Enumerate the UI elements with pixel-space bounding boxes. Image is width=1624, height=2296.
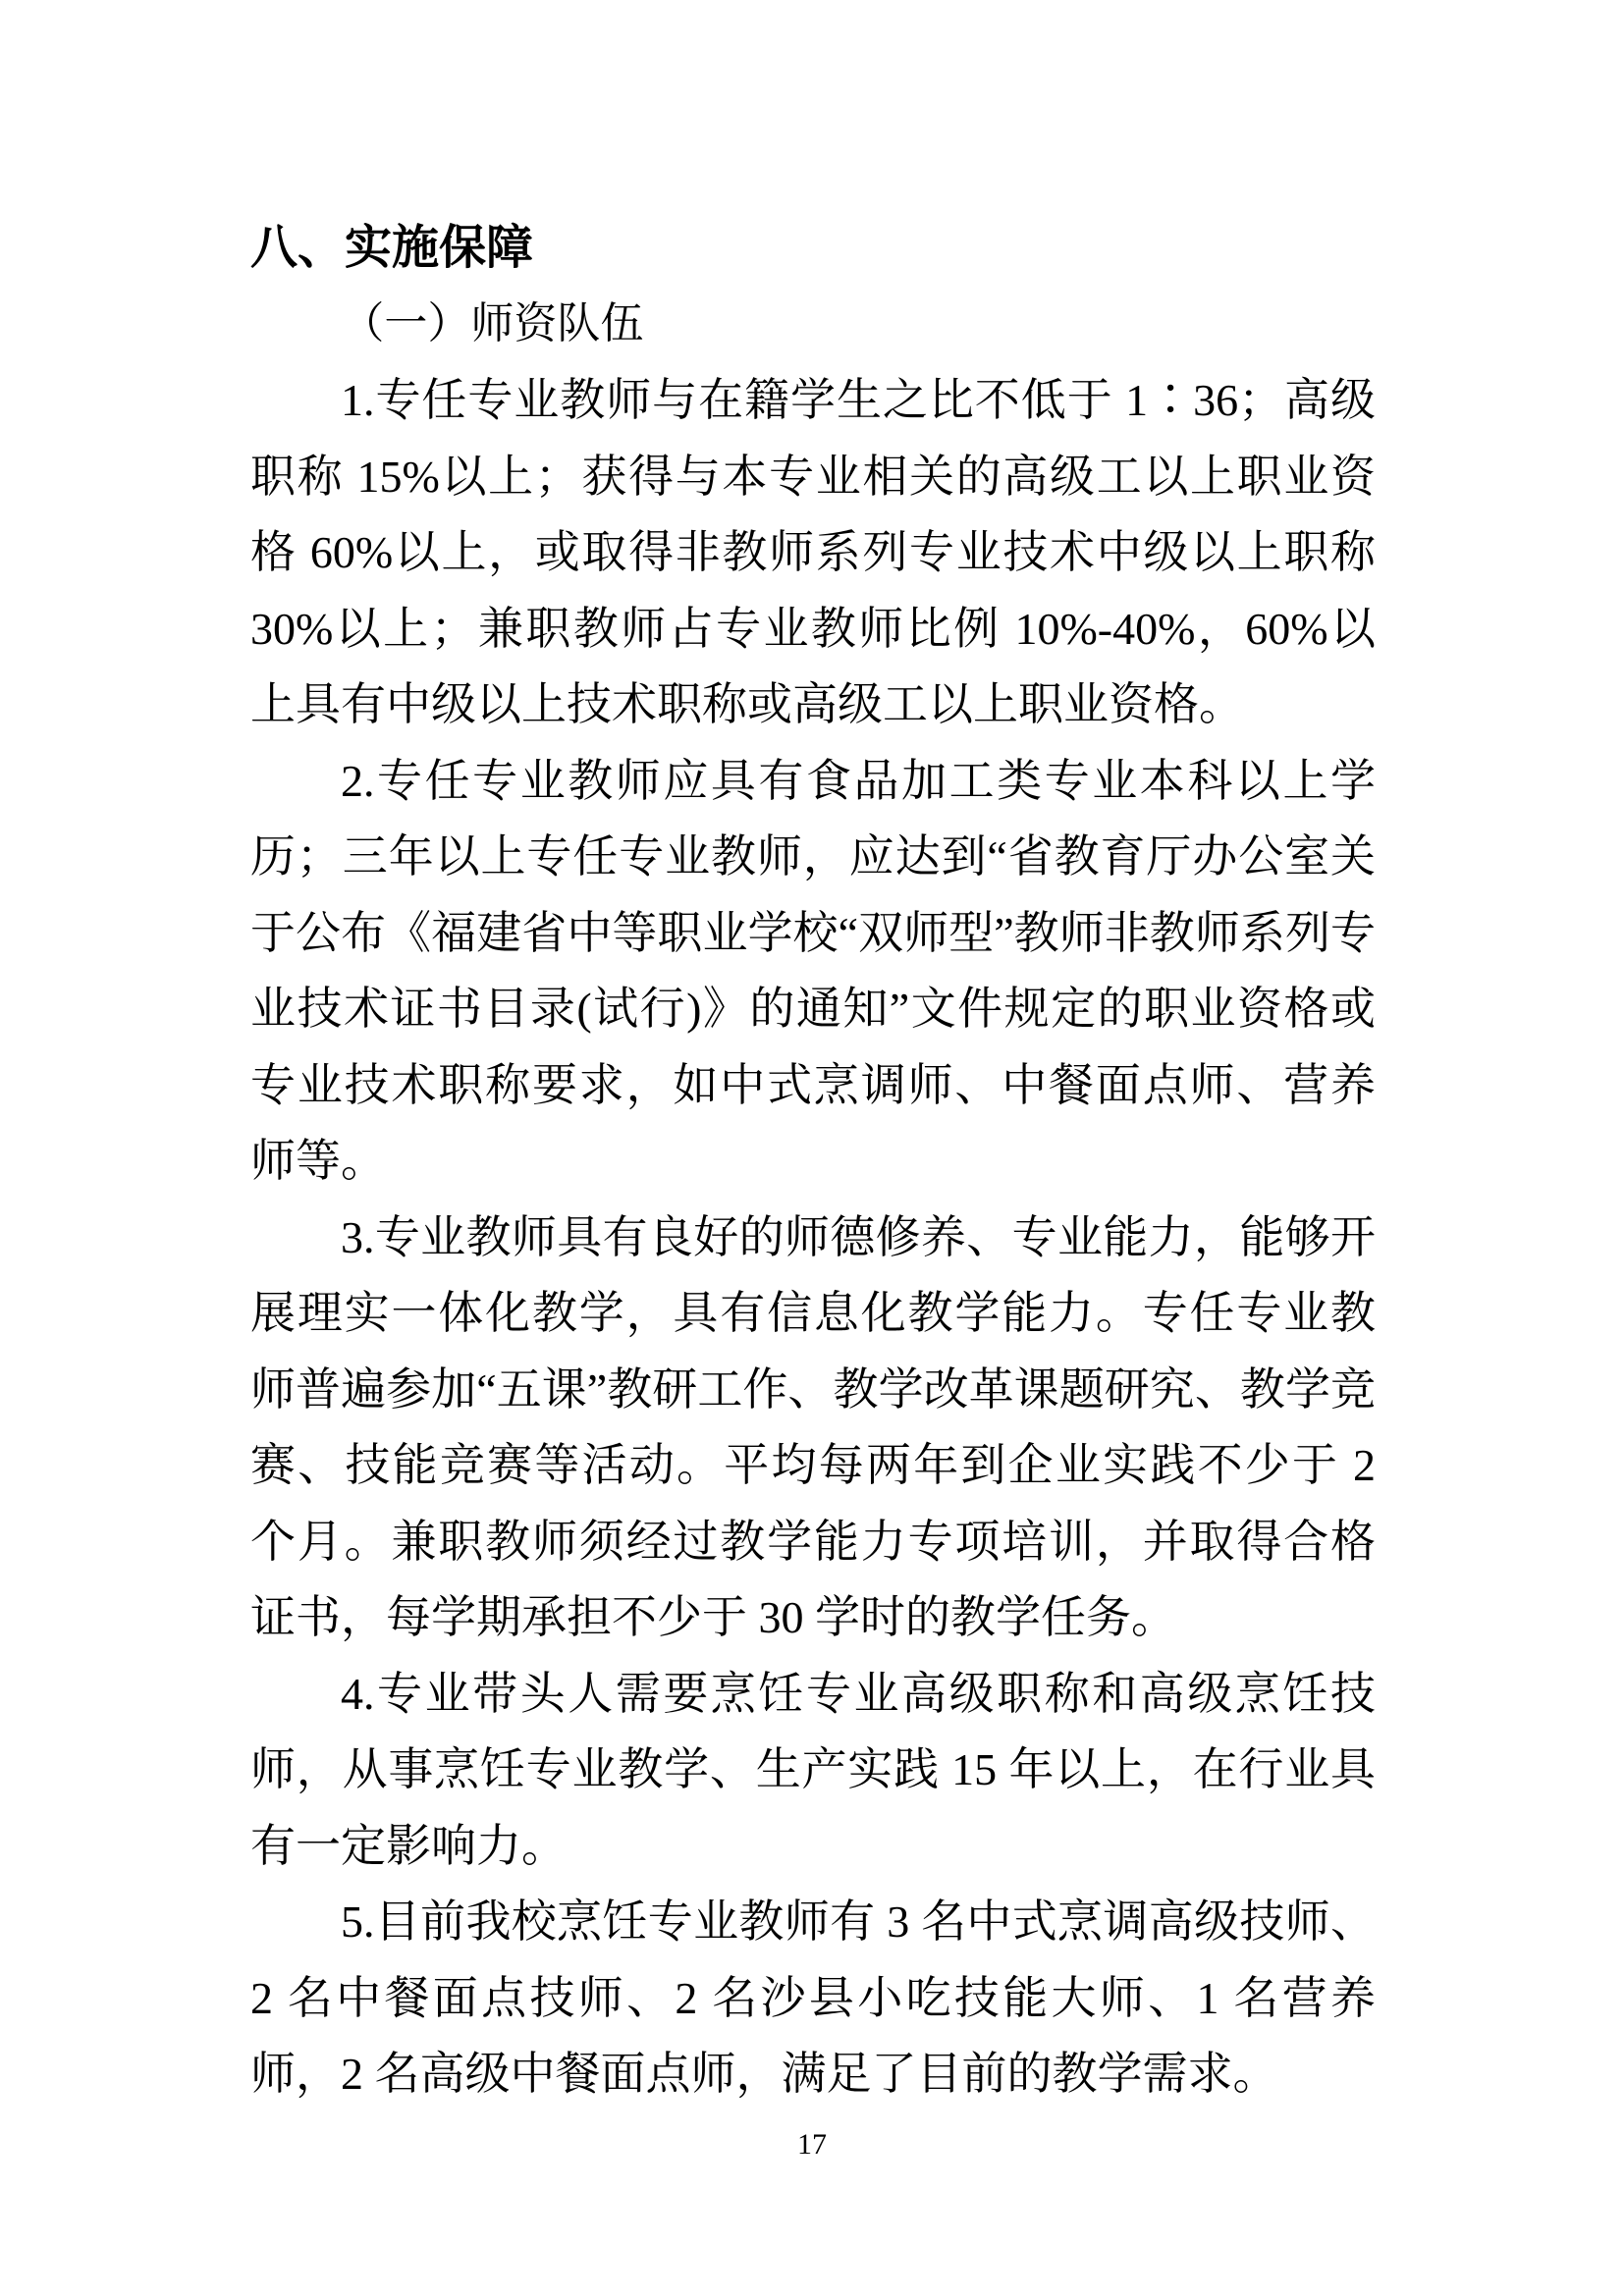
subsection-heading: （一）师资队伍 [341, 299, 644, 347]
paragraph-teacher-qualifications: 2.专任专业教师应具有食品加工类专业本科以上学历；三年以上专任专业教师，应达到“省教育厅办公室关于公布《福建省中等职业学校“双师型”教师非教师系列专业技术证书目录(试行)》的通知”文件规定的职业资格或专业技术职称要求，如中式烹调师、中餐面点师、营养师等。 [250, 755, 1376, 1186]
document-body [250, 209, 1376, 2112]
section-heading: 八、实施保障 [250, 220, 534, 275]
paragraph-program-leader: 4.专业带头人需要烹饪专业高级职称和高级烹饪技师，从事烹饪专业教学、生产实践 15 年以上，在行业具有一定影响力。 [250, 1668, 1376, 1871]
page-footer [0, 2128, 1624, 2162]
paragraph-teacher-student-ratio: 1.专任专业教师与在籍学生之比不低于 1∶36；高级职称 15%以上；获得与本专业相关的高级工以上职业资格 60%以上，或取得非教师系列专业技术中级以上职称 30%以上；兼职教师占专业教师比例 10%-40%，60%以上具有中级以上技术职称或高级工以上职业资格。 [250, 375, 1376, 729]
paragraph-teacher-abilities: 3.专业教师具有良好的师德修养、专业能力，能够开展理实一体化教学，具有信息化教学能力。专任专业教师普遍参加“五课”教研工作、教学改革课题研究、教学竞赛、技能竞赛等活动。平均每两年到企业实践不少于 2 个月。兼职教师须经过教学能力专项培训，并取得合格证书，每学期承担不少于 30 学时的教学任务。 [250, 1211, 1376, 1642]
paragraph-current-staff: 5.目前我校烹饪专业教师有 3 名中式烹调高级技师、2 名中餐面点技师、2 名沙县小吃技能大师、1 名营养师，2 名高级中餐面点师，满足了目前的教学需求。 [250, 1896, 1376, 2099]
page-number: 17 [797, 2128, 827, 2161]
